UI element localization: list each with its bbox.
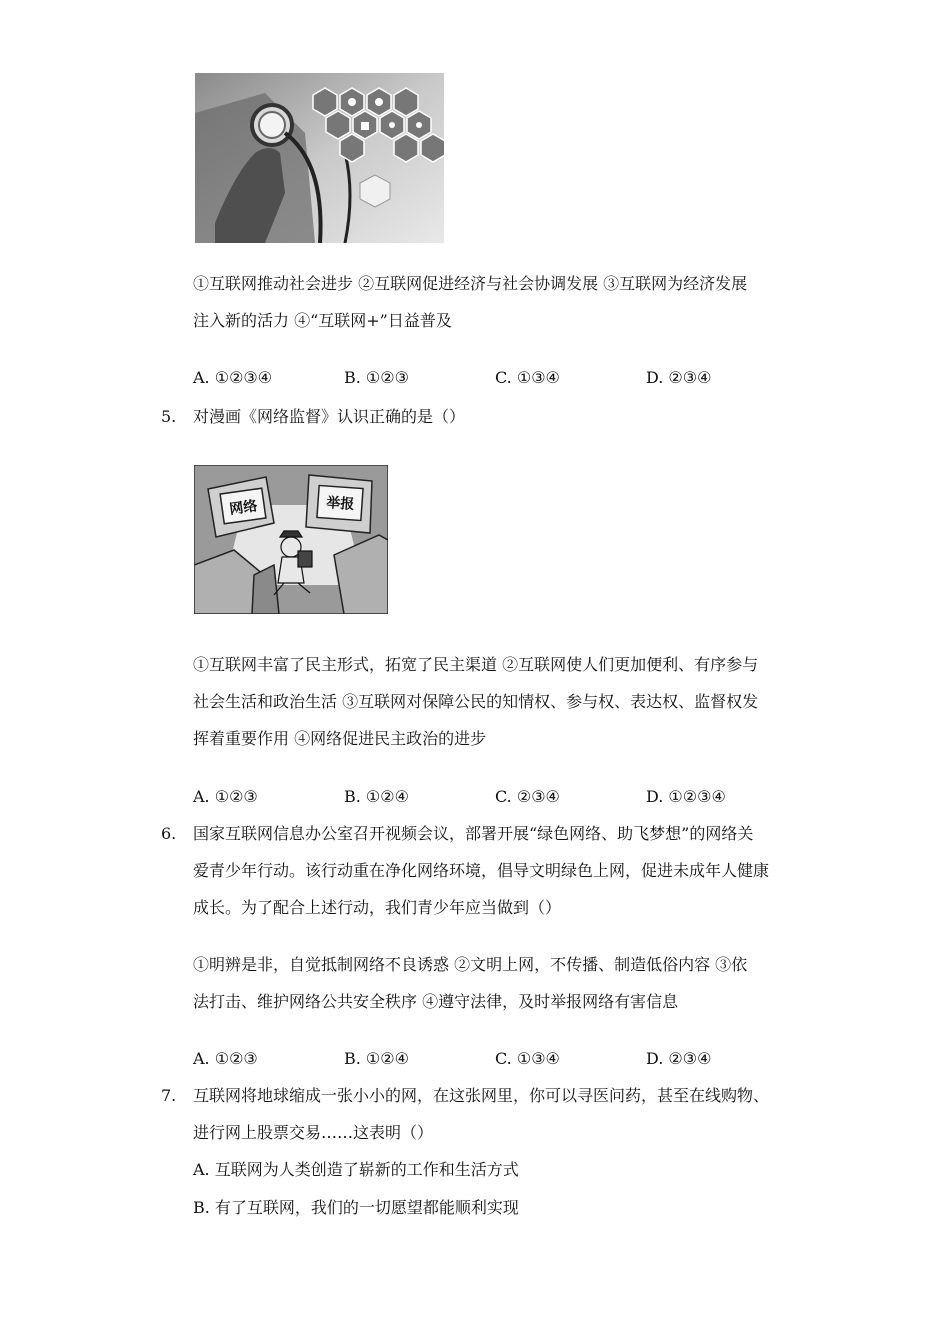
q4-statement-line-1: ①互联网推动社会进步 ②互联网促进经济与社会协调发展 ③互联网为经济发展 (193, 274, 748, 293)
q6-stem-line-3: 成长。为了配合上述行动，我们青少年应当做到（） (193, 898, 562, 917)
q7-option-a[interactable]: A. 互联网为人类创造了崭新的工作和生活方式 (193, 1160, 519, 1179)
network-supervision-cartoon (194, 465, 388, 614)
q4-statement-line-2: 注入新的活力 ④“互联网+”日益普及 (193, 311, 452, 330)
q6-stem-line-1: 国家互联网信息办公室召开视频会议，部署开展“绿色网络、助飞梦想”的网络关 (193, 824, 754, 843)
q5-stem: 对漫画《网络监督》认识正确的是（） (193, 407, 466, 426)
cartoon-label-report: 举报 (325, 495, 355, 513)
q4-option-c[interactable]: C. ①③④ (495, 368, 560, 387)
q5-option-c[interactable]: C. ②③④ (495, 787, 560, 806)
q5-option-d[interactable]: D. ①②③④ (646, 787, 726, 806)
q7-option-b[interactable]: B. 有了互联网，我们的一切愿望都能顺利实现 (193, 1198, 519, 1217)
q5-statement-line-3: 挥着重要作用 ④网络促进民主政治的进步 (193, 729, 487, 748)
q6-number: 6. (161, 824, 177, 843)
q6-option-d[interactable]: D. ②③④ (646, 1049, 712, 1068)
q6-stem-line-2: 爱青少年行动。该行动重在净化网络环境，倡导文明绿色上网，促进未成年人健康 (193, 861, 770, 880)
q6-option-a[interactable]: A. ①②③ (193, 1049, 258, 1068)
q6-statement-line-1: ①明辨是非，自觉抵制网络不良诱惑 ②文明上网，不传播、制造低俗内容 ③依 (193, 955, 748, 974)
q4-option-a[interactable]: A. ①②③④ (193, 368, 273, 387)
q6-option-c[interactable]: C. ①③④ (495, 1049, 560, 1068)
q7-number: 7. (161, 1086, 177, 1105)
q5-option-a[interactable]: A. ①②③ (193, 787, 258, 806)
q4-option-b[interactable]: B. ①②③ (344, 368, 409, 387)
q5-number: 5. (161, 407, 177, 426)
q6-option-b[interactable]: B. ①②④ (344, 1049, 409, 1068)
cartoon-label-network: 网络 (228, 498, 259, 518)
q6-statement-line-2: 法打击、维护网络公共安全秩序 ④遵守法律，及时举报网络有害信息 (193, 992, 679, 1011)
q5-statement-line-1: ①互联网丰富了民主形式，拓宽了民主渠道 ②互联网使人们更加便利、有序参与 (193, 655, 759, 674)
q7-stem-line-2: 进行网上股票交易……这表明（） (193, 1123, 434, 1142)
q5-statement-line-2: 社会生活和政治生活 ③互联网对保障公民的知情权、参与权、表达权、监督权发 (193, 692, 759, 711)
stethoscope-hexagon-image (195, 73, 444, 243)
q4-option-d[interactable]: D. ②③④ (646, 368, 712, 387)
q5-option-b[interactable]: B. ①②④ (344, 787, 409, 806)
q7-stem-line-1: 互联网将地球缩成一张小小的网，在这张网里，你可以寻医问药，甚至在线购物、 (193, 1086, 770, 1105)
